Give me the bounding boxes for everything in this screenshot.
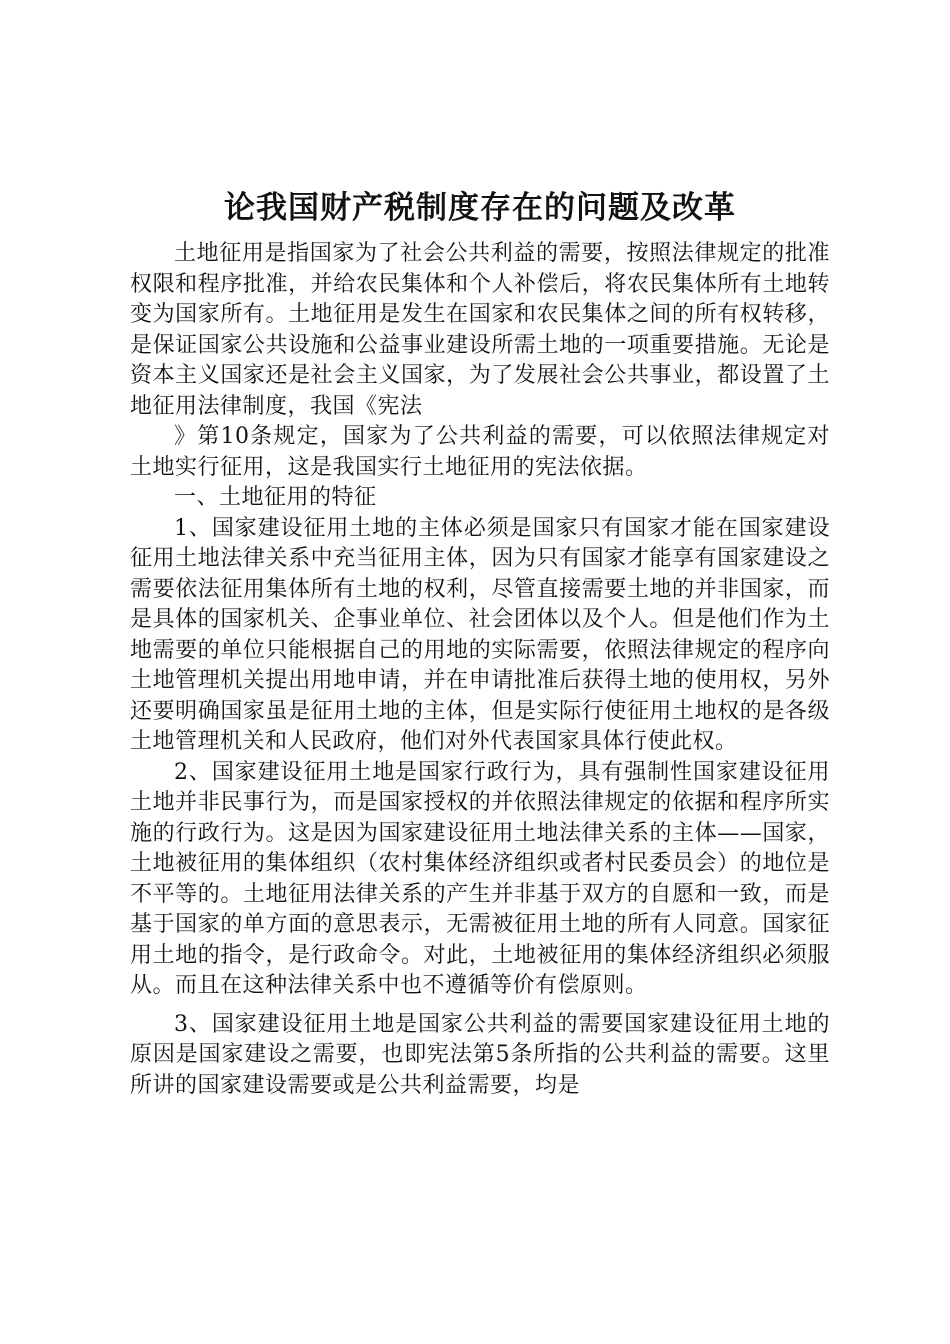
- document-page: [130, 185, 830, 1101]
- paragraph-intro: 土地征用是指国家为了社会公共利益的需要，按照法律规定的批准权限和程序批准，并给农民集体和个人补偿后，将农民集体所有土地转变为国家所有。土地征用是发生在国家和农民集体之间的所有权转移，是保证国家公共设施和公益事业建设所需土地的一项重要措施。无论是资本主义国家还是社会主义国家，为了发展社会公共事业，都设置了土地征用法律制度，我国《宪法: [130, 241, 830, 419]
- paragraph-feature-1: 1、国家建设征用土地的主体必须是国家只有国家才能在国家建设征用土地法律关系中充当征用主体，因为只有国家才能享有国家建设之需要依法征用集体所有土地的权利，尽管直接需要土地的并非国家，而是具体的国家机关、企事业单位、社会团体以及个人。但是他们作为土地需要的单位只能根据自己的用地的实际需要，依照法律规定的程序向土地管理机关提出用地申请，并在申请批准后获得土地的使用权，另外还要明确国家虽是征用土地的主体，但是实际行使征用土地权的是各级土地管理机关和人民政府，他们对外代表国家具体行使此权。: [130, 515, 830, 754]
- paragraph-feature-3: 3、国家建设征用土地是国家公共利益的需要国家建设征用土地的原因是国家建设之需要，也即宪法第5条所指的公共利益的需要。这里所讲的国家建设需要或是公共利益需要，均是: [130, 1011, 830, 1098]
- paragraph-constitution: 》第10条规定，国家为了公共利益的需要，可以依照法律规定对土地实行征用，这是我国实行土地征用的宪法依据。: [130, 424, 830, 480]
- section-heading-features: 一、土地征用的特征: [174, 485, 377, 510]
- paragraph-feature-2: 2、国家建设征用土地是国家行政行为，具有强制性国家建设征用土地并非民事行为，而是国家授权的并依照法律规定的依据和程序所实施的行政行为。这是因为国家建设征用土地法律关系的主体——国家，土地被征用的集体组织（农村集体经济组织或者村民委员会）的地位是不平等的。土地征用法律关系的产生并非基于双方的自愿和一致，而是基于国家的单方面的意思表示，无需被征用土地的所有人同意。国家征用土地的指令，是行政命令。对此，土地被征用的集体经济组织必须服从。而且在这种法律关系中也不遵循等价有偿原则。: [130, 759, 830, 998]
- document-title: 论我国财产税制度存在的问题及改革: [224, 190, 736, 226]
